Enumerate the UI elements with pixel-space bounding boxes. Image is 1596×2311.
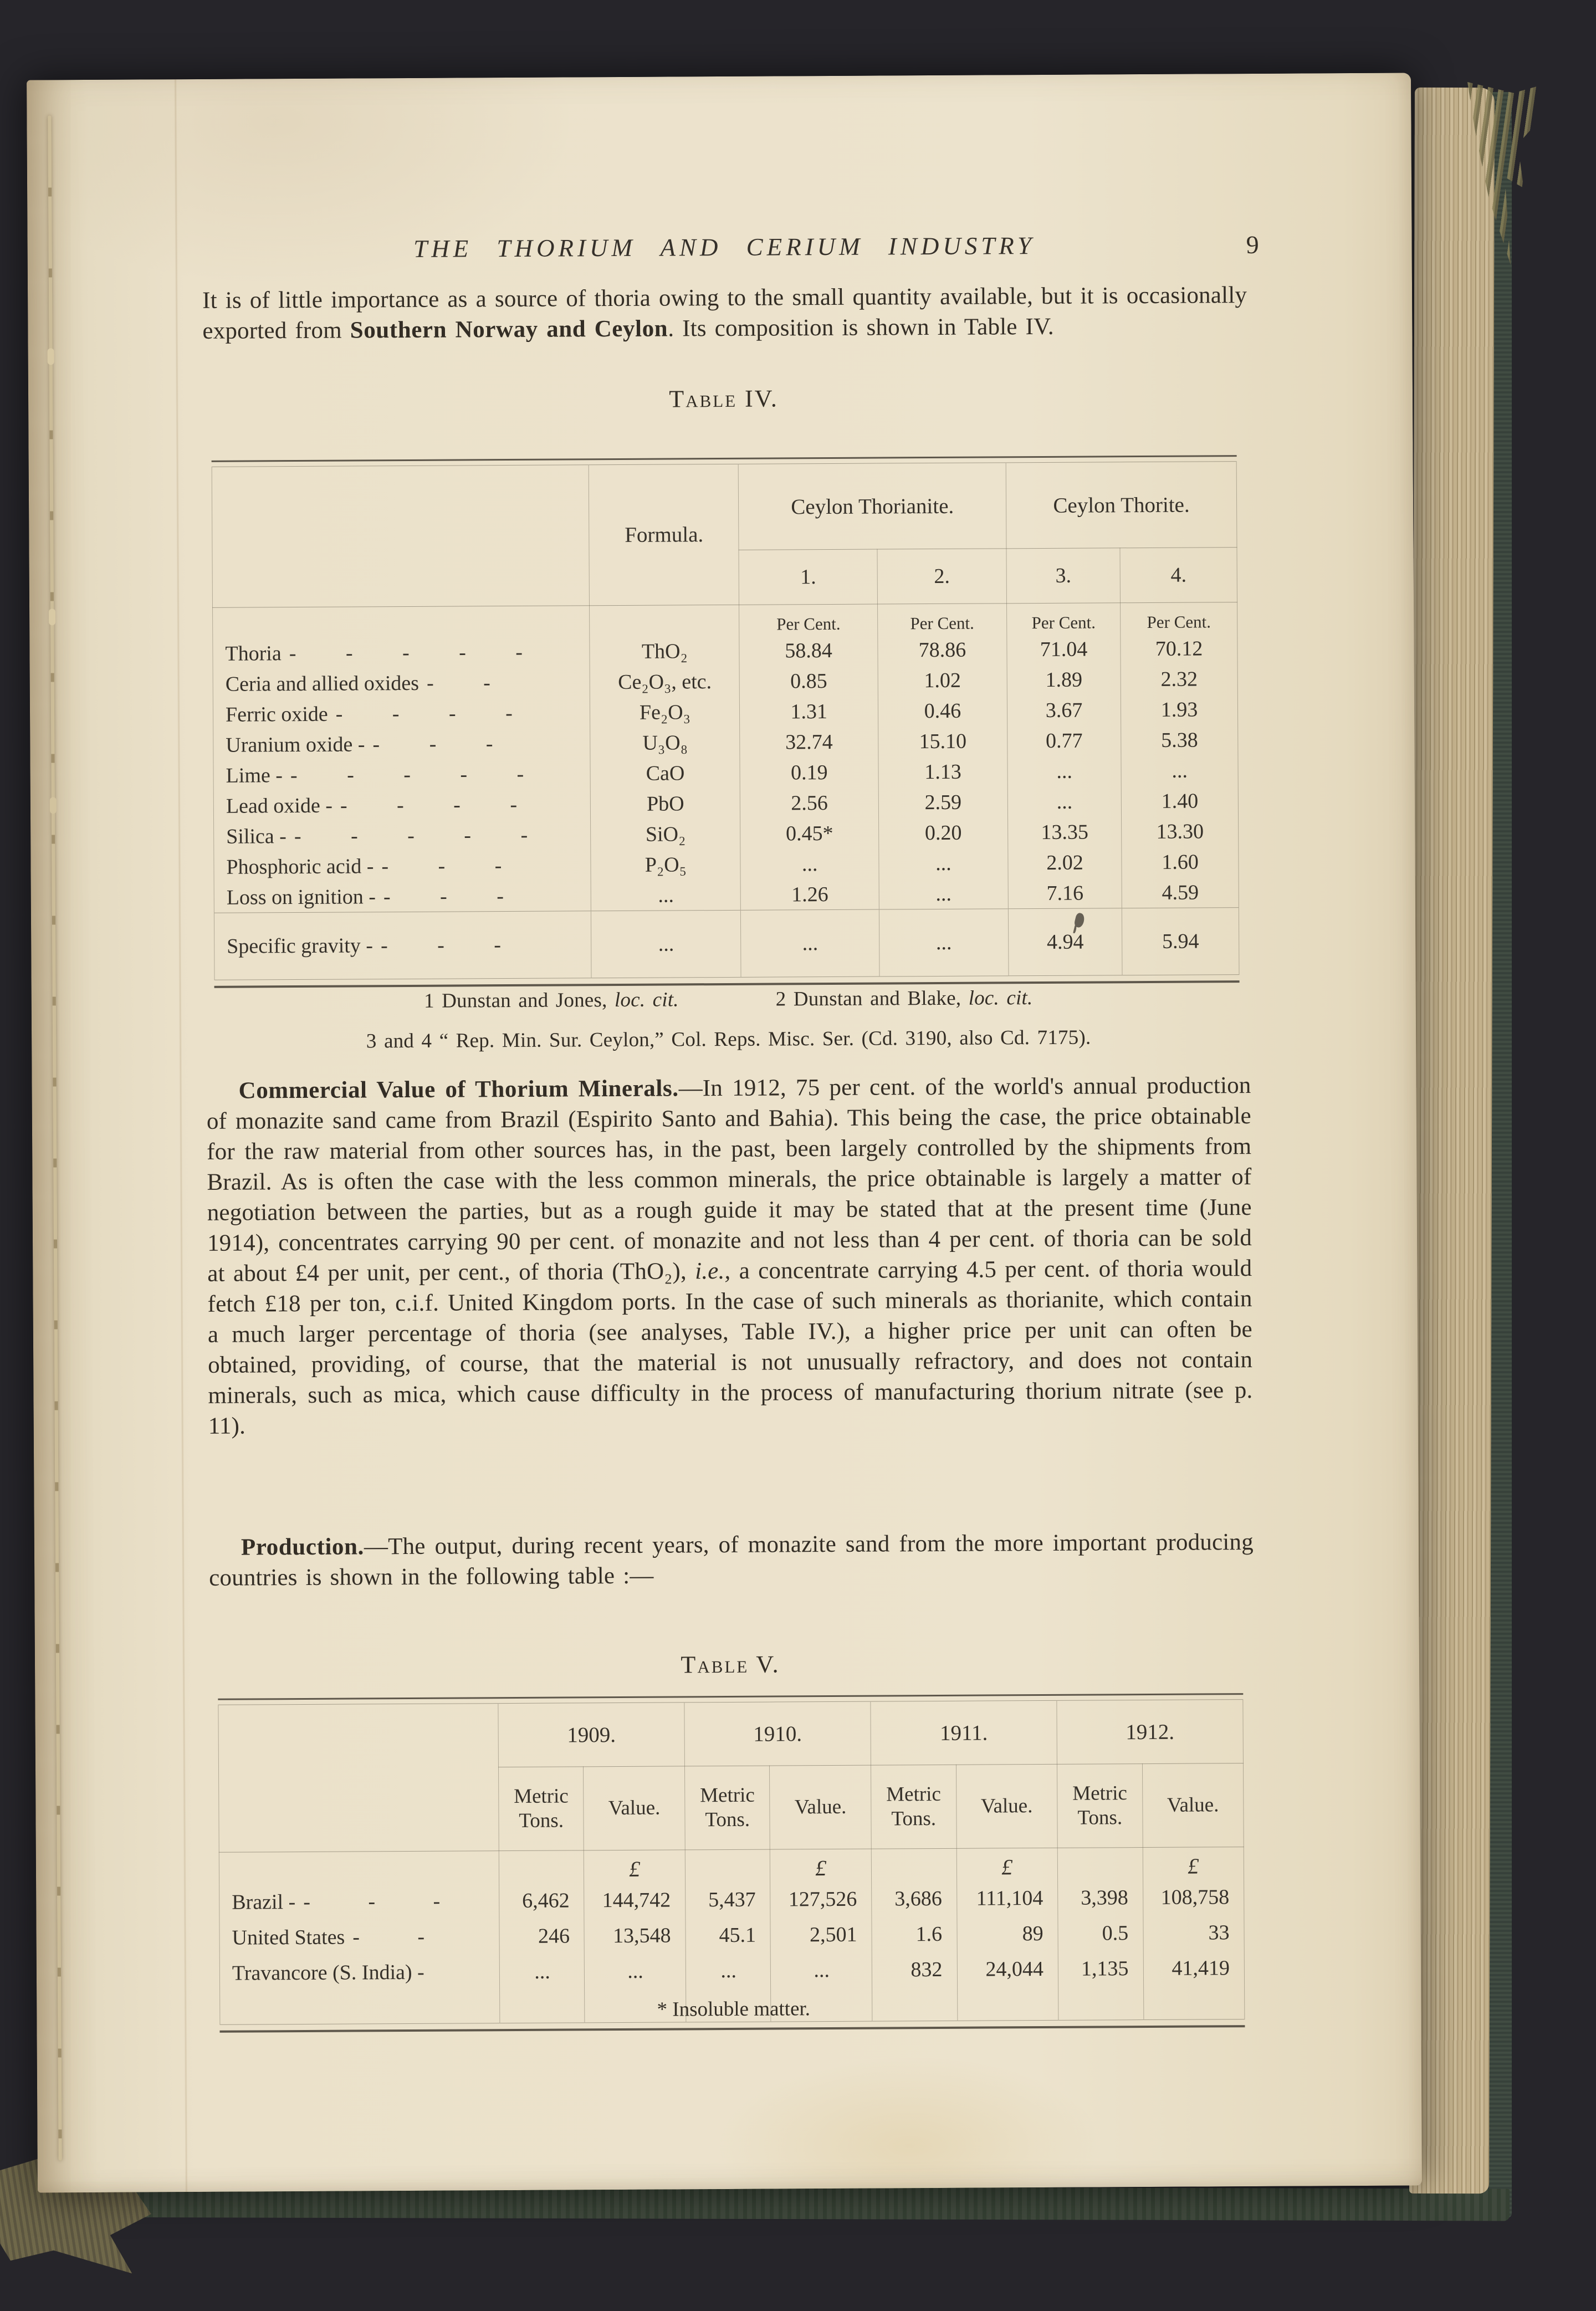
table-iv-wrap xyxy=(212,455,1240,988)
table-cell xyxy=(1057,1848,1143,1880)
table-row xyxy=(219,1915,1244,1956)
t5-year-1911: 1911. xyxy=(871,1700,1057,1765)
table-row xyxy=(213,633,1237,669)
value-cell: 32.74 xyxy=(740,727,878,758)
t5-metric-tons-header: Metric Tons. xyxy=(1057,1764,1143,1848)
table-row xyxy=(213,694,1237,730)
metric-tons-cell: ... xyxy=(686,1953,771,1989)
value-cell: 24,044 xyxy=(957,1951,1058,1987)
component-label: Thoria xyxy=(225,641,282,666)
country-label: United States xyxy=(232,1925,345,1950)
production-text: —The output, during recent years, of monazite sand from the more important producing countries is shown in the following table :— xyxy=(209,1529,1254,1591)
footnote-text: 2 Dunstan and Blake, xyxy=(775,986,969,1011)
t4-group-thorianite: Ceylon Thorianite. xyxy=(739,463,1006,550)
leader-dashes: - - xyxy=(426,671,490,695)
table-row xyxy=(212,462,1237,553)
component-label: Phosphoric acid - xyxy=(226,854,374,879)
table-row xyxy=(213,724,1238,760)
commercial-text-a: —In 1912, 75 per cent. of the world's annual production of monazite sand came from Brazil (Espirito Santo and Bahia). This being the case, the price obtainable for the raw material from other sources has, in the past, been largely controlled by the shipments from Brazil. As is often the case with the less common minerals, the price obtainable is largely a matter of negotiation between the parties, but as a rough guide it may be stated that at the present time (June 1914), concentrates carrying 90 per cent. of monazite and not less than 4 per cent. of thoria can be sold at about £4 per unit, per cent., of thoria (ThO₂), xyxy=(206,1072,1252,1287)
value-cell: 2.02 xyxy=(1008,847,1122,878)
component-label: Specific gravity - xyxy=(227,934,374,958)
value-cell: 1.31 xyxy=(740,696,878,727)
metric-tons-cell: 1.6 xyxy=(872,1916,957,1952)
page-content xyxy=(27,73,1422,2192)
leader-dashes: - - - - xyxy=(335,701,513,726)
leader-dashes: - - - - xyxy=(340,793,518,817)
table-cell xyxy=(590,605,739,636)
currency-row xyxy=(219,1847,1244,1885)
formula-cell: ... xyxy=(591,910,741,978)
value-cell: 127,526 xyxy=(770,1881,872,1918)
value-cell: 1.89 xyxy=(1007,664,1121,695)
percent-label: Per Cent. xyxy=(877,604,1006,635)
component-cell xyxy=(214,819,591,852)
component-cell xyxy=(214,880,591,913)
metric-tons-cell: 45.1 xyxy=(686,1918,771,1954)
table-row xyxy=(213,755,1238,791)
value-cell: 1.26 xyxy=(740,879,879,911)
value-cell: 7.16 xyxy=(1008,877,1122,909)
insoluble-footnote: * Insoluble matter. xyxy=(657,1997,811,2021)
value-cell: 13,548 xyxy=(584,1918,686,1954)
table-iv-title: Table IV. xyxy=(669,385,779,413)
book-page xyxy=(27,73,1422,2192)
table-cell xyxy=(219,1851,499,1885)
metric-tons-cell: 6,462 xyxy=(499,1883,585,1919)
value-cell: 1.60 xyxy=(1122,846,1239,877)
formula-cell: ThO₂ xyxy=(590,636,739,667)
commercial-value-paragraph xyxy=(206,1070,1252,1441)
table-iv-footnotes xyxy=(206,981,1251,1057)
running-head-row xyxy=(202,230,1259,269)
value-cell: 0.20 xyxy=(879,817,1008,848)
t5-value-header: Value. xyxy=(584,1766,685,1850)
table-v-title: Table V. xyxy=(681,1650,780,1679)
value-cell: 0.46 xyxy=(878,695,1007,726)
t4-col-3: 3. xyxy=(1006,548,1121,604)
footnote-italic: loc. cit. xyxy=(968,986,1033,1010)
leader-dashes: - - - xyxy=(381,853,502,878)
value-cell: 1.40 xyxy=(1121,785,1238,816)
t4-blank-header xyxy=(212,465,590,608)
footnote-1 xyxy=(424,984,679,1016)
country-cell xyxy=(219,1954,499,1991)
component-cell xyxy=(214,911,591,980)
page-number: 9 xyxy=(1246,230,1259,259)
value-cell: 78.86 xyxy=(878,634,1007,665)
t4-col-4: 4. xyxy=(1120,548,1237,603)
component-cell xyxy=(213,697,590,730)
value-cell: 0.45* xyxy=(740,818,879,849)
leader-dashes: - - - xyxy=(383,884,504,908)
metric-tons-cell: ... xyxy=(499,1954,585,1990)
footnote-text: 1 Dunstan and Jones, xyxy=(423,989,615,1013)
intro-paragraph xyxy=(202,280,1247,346)
table-v xyxy=(218,1699,1245,2025)
value-cell: 4.59 xyxy=(1122,877,1239,908)
value-cell: 5.94 xyxy=(1122,908,1239,975)
t4-formula-header: Formula. xyxy=(589,464,739,605)
value-cell: ... xyxy=(741,909,879,977)
value-cell: ... xyxy=(1121,755,1238,786)
running-head: THE THORIUM AND CERIUM INDUSTRY xyxy=(413,232,1036,263)
formula-cell: PbO xyxy=(591,788,740,819)
footnote-line-2 xyxy=(206,1021,1251,1057)
component-label: Lead oxide - xyxy=(226,794,333,818)
value-cell: 0.77 xyxy=(1007,725,1122,756)
value-cell: 1.13 xyxy=(878,756,1007,787)
value-cell: ... xyxy=(1007,786,1122,817)
value-cell: ... xyxy=(740,848,879,880)
table-v-wrap xyxy=(218,1693,1245,2033)
value-cell: 15.10 xyxy=(878,725,1007,756)
t5-metric-tons-header: Metric Tons. xyxy=(498,1767,584,1851)
t5-value-header: Value. xyxy=(956,1764,1057,1848)
pound-sign: £ xyxy=(584,1850,686,1883)
t4-col-1: 1. xyxy=(739,549,877,605)
metric-tons-cell: 1,135 xyxy=(1058,1951,1143,1987)
value-cell: 33 xyxy=(1143,1915,1244,1951)
country-label: Brazil - xyxy=(232,1890,296,1914)
component-cell xyxy=(213,789,591,821)
component-cell xyxy=(213,667,590,699)
value-cell: 70.12 xyxy=(1121,633,1237,664)
value-cell: 3.67 xyxy=(1007,694,1121,725)
component-cell xyxy=(213,758,591,791)
table-iv xyxy=(212,461,1240,980)
metric-tons-cell: 0.5 xyxy=(1058,1915,1143,1951)
percent-label: Per Cent. xyxy=(1121,602,1237,634)
table-row xyxy=(213,663,1237,699)
value-cell: 2.56 xyxy=(740,788,879,819)
value-cell: 1.93 xyxy=(1121,694,1238,725)
value-cell: 13.30 xyxy=(1122,816,1239,847)
value-cell: ... xyxy=(879,878,1008,909)
t5-metric-tons-header: Metric Tons. xyxy=(871,1765,956,1849)
footnote-2 xyxy=(776,983,1033,1014)
table-cell xyxy=(871,1848,956,1881)
formula-cell: SiO₂ xyxy=(591,819,740,850)
value-cell: 1.02 xyxy=(878,664,1007,696)
value-cell: 111,104 xyxy=(956,1880,1058,1916)
table-cell xyxy=(685,1849,770,1882)
component-label: Lime - xyxy=(226,763,283,788)
component-label: Ferric oxide xyxy=(225,702,328,727)
component-label: Uranium oxide - xyxy=(226,732,365,757)
formula-cell: CaO xyxy=(590,758,740,789)
leader-dashes: - - - xyxy=(303,1889,441,1914)
value-cell: 2,501 xyxy=(770,1917,872,1953)
specific-gravity-row xyxy=(214,908,1239,980)
table-row xyxy=(214,877,1239,913)
pound-sign: £ xyxy=(770,1849,872,1881)
formula-cell: Ce₂O₃, etc. xyxy=(590,666,740,697)
leader-dashes: - - - xyxy=(380,933,502,958)
table-row xyxy=(218,1700,1244,1769)
value-cell: 89 xyxy=(956,1916,1058,1952)
section-head-production: Production. xyxy=(241,1533,365,1561)
commercial-text-b: a concentrate carrying 4.5 per cent. of thoria would fetch £18 per ton, c.i.f. United Kingdom ports. In the case of such minerals as thorianite, which contain a much larger percentage of thoria (see analyses, Table IV.), a higher price per unit can often be obtained, providing, of course, that the material is not unusually refractory, and does not contain minerals, such as mica, which cause difficulty in the process of manufacturing thorium nitrate (see p. 11). xyxy=(207,1255,1253,1439)
metric-tons-cell: 5,437 xyxy=(686,1882,771,1918)
value-cell: ... xyxy=(1007,755,1122,786)
table-row xyxy=(214,816,1239,852)
value-cell: ... xyxy=(879,847,1008,878)
table-row xyxy=(213,602,1237,638)
formula-cell: U₃O₈ xyxy=(590,727,740,758)
value-cell: 58.84 xyxy=(739,635,878,666)
component-cell xyxy=(213,728,591,760)
book-fore-edge-pages xyxy=(1409,88,1495,2194)
metric-tons-cell: 246 xyxy=(499,1918,585,1954)
section-head-commercial: Commercial Value of Thorium Minerals. xyxy=(238,1075,679,1104)
component-label: Silica - xyxy=(226,824,287,848)
value-cell: ... xyxy=(585,1953,686,1989)
value-cell: 0.85 xyxy=(739,666,878,697)
value-cell: 13.35 xyxy=(1007,816,1122,847)
leader-dashes: - - - - - xyxy=(290,762,524,787)
intro-bold: Southern Norway and Ceylon xyxy=(350,315,668,344)
formula-cell: P₂O₅ xyxy=(591,849,740,880)
t4-col-2: 2. xyxy=(877,549,1006,604)
t4-group-thorite: Ceylon Thorite. xyxy=(1006,462,1237,549)
value-cell: 4.94 xyxy=(1008,908,1122,976)
t5-value-header: Value. xyxy=(770,1765,871,1849)
country-label: Travancore (S. India) - xyxy=(232,1960,424,1985)
value-cell: 5.38 xyxy=(1121,724,1238,755)
table-row xyxy=(219,1950,1244,1991)
metric-tons-cell: 3,686 xyxy=(872,1881,957,1917)
value-cell: 0.19 xyxy=(740,757,878,788)
t5-metric-tons-header: Metric Tons. xyxy=(684,1766,770,1850)
footnote-italic: loc. cit. xyxy=(614,988,679,1012)
t5-year-1912: 1912. xyxy=(1057,1700,1244,1765)
value-cell: 2.59 xyxy=(878,786,1007,817)
component-cell xyxy=(213,636,590,669)
intro-post: . Its composition is shown in Table IV. xyxy=(668,313,1054,342)
table-row xyxy=(219,1879,1244,1920)
table-cell xyxy=(213,606,590,638)
country-cell xyxy=(219,1883,499,1920)
value-cell: 41,419 xyxy=(1143,1950,1245,1986)
t5-year-1909: 1909. xyxy=(498,1702,685,1767)
metric-tons-cell: 832 xyxy=(872,1952,957,1988)
value-cell: 71.04 xyxy=(1007,633,1121,664)
table-row xyxy=(213,785,1238,821)
value-cell: 144,742 xyxy=(584,1882,686,1918)
production-paragraph xyxy=(209,1527,1254,1593)
t5-year-1910: 1910. xyxy=(684,1701,871,1766)
pound-sign: £ xyxy=(1143,1847,1244,1880)
leader-dashes: - - - xyxy=(372,732,493,756)
table-row xyxy=(214,846,1239,882)
component-label: Loss on ignition - xyxy=(226,884,376,909)
t5-blank-header xyxy=(218,1704,499,1853)
country-cell xyxy=(219,1919,499,1956)
intro-text: It is of little importance as a source of thoria owing to the small quantity available, but it is occasionally exported from xyxy=(202,282,1247,344)
pound-sign: £ xyxy=(956,1848,1058,1880)
footnote-line-1 xyxy=(206,981,1251,1018)
value-cell: 2.32 xyxy=(1121,663,1237,694)
component-label: Ceria and allied oxides xyxy=(225,671,420,696)
footnote-text: 3 and 4 “ Rep. Min. Sur. Ceylon,” Col. Reps. Misc. Ser. (Cd. 3190, also Cd. 7175). xyxy=(366,1026,1091,1053)
table-cell xyxy=(499,1850,584,1883)
percent-label: Per Cent. xyxy=(739,604,878,636)
formula-cell: Fe₂O₃ xyxy=(590,697,740,728)
leader-dashes: - - - - - xyxy=(294,823,528,848)
leader-dashes: - - - - - xyxy=(289,640,523,665)
component-cell xyxy=(214,850,591,882)
leader-dashes xyxy=(424,1961,432,1984)
percent-label: Per Cent. xyxy=(1006,603,1121,635)
commercial-ie: i.e., xyxy=(695,1257,731,1285)
metric-tons-cell: 3,398 xyxy=(1058,1880,1143,1916)
value-cell: ... xyxy=(771,1952,872,1988)
leader-dashes: - - xyxy=(352,1925,425,1949)
value-cell: ... xyxy=(879,909,1009,976)
t5-value-header: Value. xyxy=(1142,1763,1244,1848)
value-cell: 108,758 xyxy=(1143,1879,1244,1915)
formula-cell: ... xyxy=(591,880,741,911)
